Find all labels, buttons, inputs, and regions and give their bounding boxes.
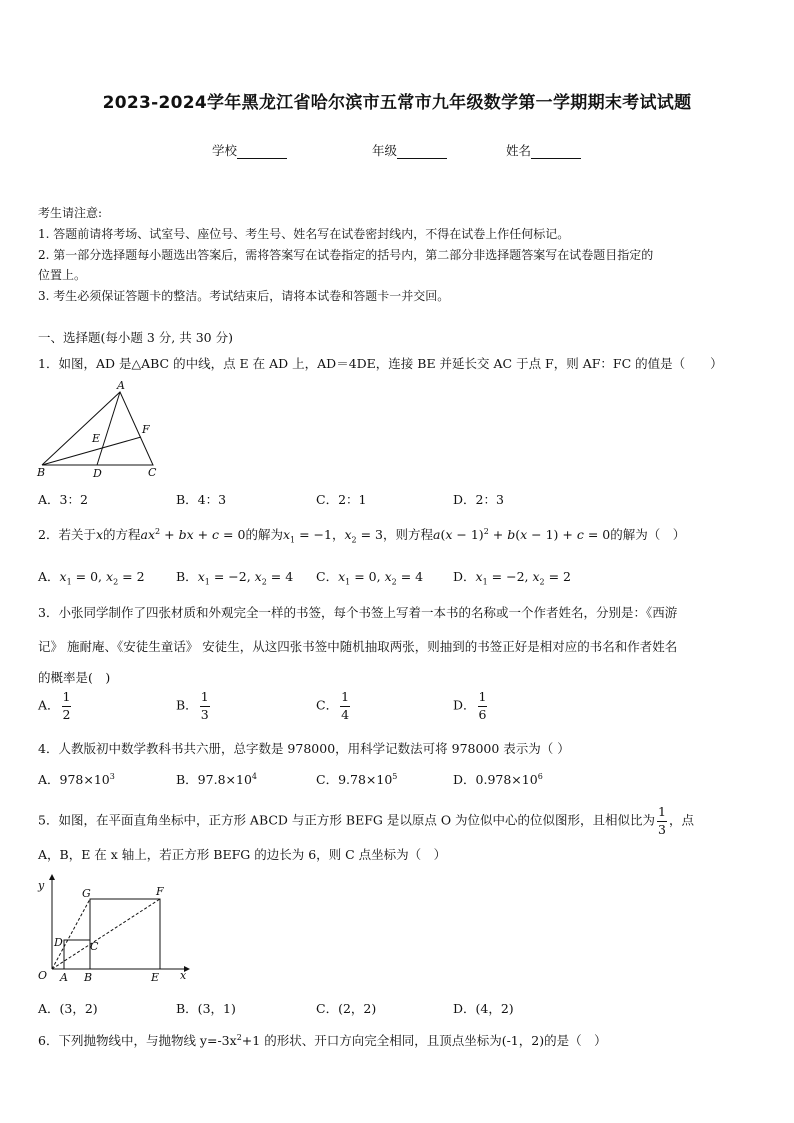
q2-option-d: D．$x_1 = -2$, $x_2 = 2$ [453, 569, 572, 587]
q1-label-c: C [148, 466, 157, 479]
page-title: 2023-2024学年黑龙江省哈尔滨市五常市九年级数学第一学期期末考试试题 [102, 93, 692, 113]
q6-text-1: 6．下列抛物线中，与抛物线 y=-3x [38, 1033, 237, 1048]
q3-option-d-fraction [478, 691, 488, 721]
q3-option-a [38, 691, 73, 721]
q1-triangle-figure [34, 376, 174, 480]
school-label: 学校 [212, 143, 238, 158]
q1-option-a: A．3：2 [38, 492, 88, 507]
q4-option-a [38, 770, 115, 788]
name-label: 姓名 [506, 143, 532, 158]
q2-option-b-label: B． [176, 569, 198, 584]
q3-option-c-fraction [340, 691, 350, 721]
notice-item-3: 3. 考生必须保证答题卡的整洁。考试结束后，请将本试卷和答题卡一并交回。 [38, 289, 450, 303]
q2-option-c: C．$x_1 = 0$, $x_2 = 4$ [316, 569, 424, 587]
q6-stem [38, 1031, 607, 1049]
q2-text-5: ，则方程 [383, 527, 434, 542]
notice-heading: 考生请注意: [38, 206, 103, 220]
q4-option-c [316, 770, 397, 788]
q3-option-a-num: 1 [62, 691, 72, 707]
q5-label-f: F [156, 885, 164, 898]
q1-label-d: D [93, 467, 102, 480]
q2-text-1: 2．若关于 [38, 527, 96, 542]
q4-option-c-exp: 5 [392, 771, 398, 781]
q1-label-f: F [142, 423, 150, 436]
q5-label-e: E [151, 971, 160, 984]
q3-line-3: 的概率是( ) [38, 670, 111, 685]
q3-option-d-label: D． [453, 697, 476, 713]
grade-label: 年级 [372, 143, 398, 158]
q5-line-2: A，B，E 在 x 轴上，若正方形 BEFG 的边长为 6，则 C 点坐标为（ ） [38, 847, 447, 862]
q5-label-g: G [82, 887, 91, 900]
q5-label-o: O [38, 969, 48, 982]
q5-option-b: B．(3，1) [176, 1001, 236, 1016]
q4-option-d-exp: 6 [537, 771, 543, 781]
q5-label-c: C [90, 940, 99, 953]
grade-field [372, 141, 447, 159]
notice-item-2: 2. 第一部分选择题每小题选出答案后，需将答案写在试卷指定的括号内，第二部分非选择题答案写在试卷题目指定的 [38, 248, 654, 262]
q4-option-d-label: D．0.978×10 [453, 772, 538, 787]
q1-label-a: A [117, 379, 125, 392]
q2-option-d-label: D． [453, 569, 476, 584]
q4-option-a-exp: 3 [109, 771, 115, 781]
q3-option-a-den: 2 [62, 706, 71, 722]
q6-exp: 2 [236, 1032, 242, 1042]
q2-text-6: 的解为（ ） [610, 527, 686, 542]
q1-stem: 1．如图，AD 是△ABC 的中线，点 E 在 AD 上，AD＝4DE，连接 BE 并延长交 AC 于点 F，则 AF：FC 的值是（ ） [38, 356, 723, 371]
q1-option-d: D．2：3 [453, 492, 504, 507]
school-field [212, 141, 287, 159]
q4-option-a-label: A．978×10 [38, 772, 110, 787]
q2-option-c-label: C． [316, 569, 339, 584]
q4-option-c-label: C．9.78×10 [316, 772, 393, 787]
q5-line-1-end: ，点 [669, 812, 695, 828]
notice-item-1: 1. 答题前请将考场、试室号、座位号、考生号、姓名写在试卷密封线内，不得在试卷上作任何标记。 [38, 227, 570, 241]
q5-option-d: D．(4，2) [453, 1001, 514, 1016]
q5-label-x: x [180, 969, 187, 982]
section-heading: 一、选择题(每小题 3 分, 共 30 分) [38, 330, 233, 345]
q3-option-d-num: 1 [478, 691, 488, 707]
q3-option-c-den: 4 [341, 706, 350, 722]
q2-option-b: B．$x_1 = -2$, $x_2 = 4$ [176, 569, 294, 587]
q5-option-a: A．(3，2) [38, 1001, 98, 1016]
q5-ratio-fraction [657, 806, 667, 836]
q4-option-b-exp: 4 [251, 771, 257, 781]
q2-text-2: 的方程 [103, 527, 141, 542]
q5-label-b: B [84, 971, 93, 984]
q5-label-y: y [38, 879, 45, 892]
q4-option-b [176, 770, 257, 788]
q3-line-2: 记》 施耐庵、《安徒生童话》 安徒生，从这四张书签中随机抽取两张，则抽到的书签正好是相对应的书名和作者姓名 [38, 639, 678, 654]
q4-option-b-label: B．97.8×10 [176, 772, 252, 787]
q2-text-3: 的解为 [245, 527, 283, 542]
q5-line-1-text: 5．如图，在平面直角坐标中，正方形 ABCD 与正方形 BEFG 是以原点 O 为位似中心的位似图形，且相似比为 [38, 812, 656, 828]
q5-ratio-num: 1 [657, 806, 667, 822]
q4-option-d [453, 770, 543, 788]
q3-option-a-label: A． [38, 697, 60, 713]
q4-stem: 4．人教版初中数学教科书共六册，总字数是 978000，用科学记数法可将 978000 表示为（ ） [38, 741, 570, 756]
q3-option-d [453, 691, 489, 721]
school-blank [237, 146, 287, 159]
name-blank [531, 146, 581, 159]
grade-blank [397, 146, 447, 159]
q1-label-b: B [37, 466, 46, 479]
q6-text-2: +1 的形状、开口方向完全相同，且顶点坐标为(-1，2)的是（ ） [241, 1033, 607, 1048]
q1-option-b: B．4：3 [176, 492, 227, 507]
q3-option-c-label: C． [316, 697, 339, 713]
q1-label-e: E [92, 432, 101, 445]
q3-option-a-fraction [62, 691, 72, 721]
q1-option-c: C．2：1 [316, 492, 367, 507]
q2-option-a: A．$x_1 = 0$, $x_2 = 2$ [38, 569, 145, 587]
q3-line-1: 3．小张同学制作了四张材质和外观完全一样的书签，每个书签上写着一本书的名称或一个作者姓名，分别是：《西游 [38, 605, 678, 620]
q3-option-b-den: 3 [200, 706, 209, 722]
q2-text-4: ， [331, 527, 345, 542]
q3-option-c [316, 691, 352, 721]
q3-option-b-label: B． [176, 697, 198, 713]
q2-stem: 2．若关于x的方程$ax^2$ + bx + c = 0的解为$x_1 = -1$，$x_2 = 3$，则方程$a(x - 1)^2 + b(x - 1) + c = 0$的解为（ ） [38, 526, 686, 545]
q3-option-b-num: 1 [200, 691, 210, 707]
q5-option-c: C．(2，2) [316, 1001, 377, 1016]
q5-line-1 [38, 806, 694, 836]
q5-coordinate-figure [34, 872, 194, 987]
q2-option-a-label: A． [38, 569, 60, 584]
q3-option-c-num: 1 [340, 691, 350, 707]
notice-item-2-cont: 位置上。 [38, 268, 87, 282]
q3-option-d-den: 6 [478, 706, 487, 722]
q3-option-b-fraction [200, 691, 210, 721]
name-field [506, 141, 581, 159]
q5-label-a: A [60, 971, 68, 984]
q5-ratio-den: 3 [658, 821, 666, 837]
q5-label-d: D [54, 936, 63, 949]
q3-option-b [176, 691, 212, 721]
